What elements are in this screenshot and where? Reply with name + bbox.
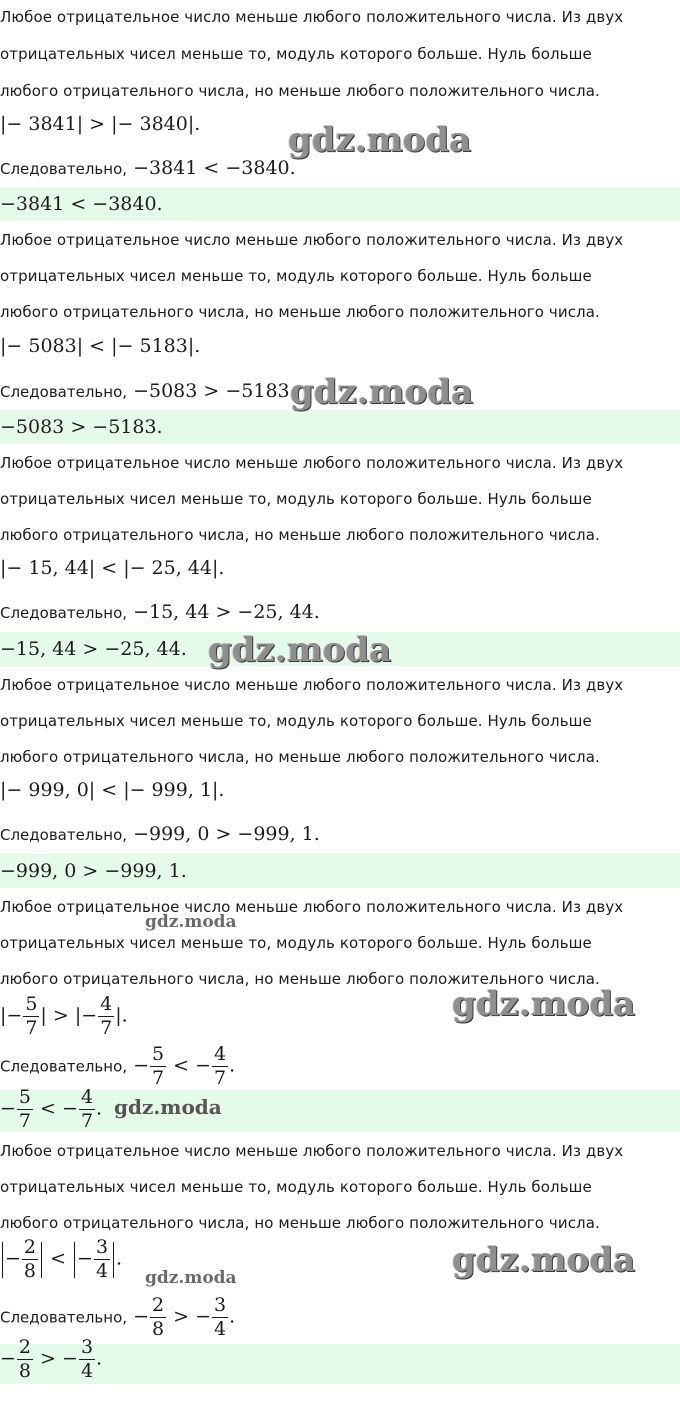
consequence-label: Следовательно, [0, 383, 128, 401]
rule-line-1: Любое отрицательное число меньше любого положительного числа. Из двух [0, 898, 624, 916]
answer-highlight [0, 1086, 680, 1132]
answer-highlight [0, 410, 680, 444]
consequence-math: −3841 < −3840. [127, 157, 296, 179]
consequence-math: −999, 0 > −999, 1. [127, 823, 320, 845]
consequence-label: Следовательно, [0, 1308, 128, 1327]
fraction: $\frac{4}{7}$ [214, 1043, 227, 1089]
rule-line-2: отрицательных чисел меньше то, модуль которого больше. Нуль больше [0, 267, 592, 285]
modulus-comparison: |− 3841| > |− 3840|. [0, 113, 201, 135]
watermark-logo: gdz.moda [145, 912, 237, 932]
fraction: $\frac{3}{4}$ [80, 1336, 94, 1382]
consequence-math: −15, 44 > −25, 44. [127, 601, 320, 623]
consequence-math: −5083 > −5183. [127, 380, 296, 402]
rule-line-1: Любое отрицательное число меньше любого положительного числа. Из двух [0, 454, 624, 472]
fraction: $\frac{3}{4}$ [95, 1236, 109, 1282]
watermark-logo: gdz.moda [114, 1095, 222, 1119]
consequence-line [0, 380, 296, 402]
rule-line-1: Любое отрицательное число меньше любого положительного числа. Из двух [0, 1142, 624, 1160]
answer-text: −5083 > −5183. [0, 416, 163, 438]
rule-line-1: Любое отрицательное число меньше любого положительного числа. Из двух [0, 8, 624, 26]
consequence-line: Следовательно, − $\frac{2}{8}$ > − $\frac{3}{4}$ . [0, 1294, 236, 1340]
rule-line-3: любого отрицательного числа, но меньше любого положительного числа. [0, 303, 600, 321]
consequence-line [0, 601, 320, 623]
answer-text: −3841 < −3840. [0, 193, 163, 215]
watermark-logo: gdz.moda [452, 1240, 636, 1280]
modulus-comparison: − $\frac{2}{8}$ < − $\frac{3}{4}$ . [0, 1238, 122, 1281]
answer-highlight [0, 187, 680, 221]
fraction: $\frac{5}{7}$ [152, 1043, 165, 1089]
fraction: $\frac{5}{7}$ [25, 993, 38, 1039]
answer-text: − $\frac{5}{7}$ < − $\frac{4}{7}$ . [0, 1086, 103, 1132]
consequence-label: Следовательно, [0, 1057, 128, 1076]
watermark-logo: gdz.moda [145, 1268, 237, 1288]
consequence-line [0, 823, 320, 845]
rule-line-2: отрицательных чисел меньше то, модуль которого больше. Нуль больше [0, 712, 592, 730]
rule-line-2: отрицательных чисел меньше то, модуль которого больше. Нуль больше [0, 1178, 592, 1196]
watermark-logo: gdz.moda [288, 120, 472, 160]
consequence-line [0, 157, 296, 179]
rule-line-2: отрицательных чисел меньше то, модуль которого больше. Нуль больше [0, 934, 592, 952]
rule-line-3: любого отрицательного числа, но меньше любого положительного числа. [0, 970, 600, 988]
rule-line-3: любого отрицательного числа, но меньше любого положительного числа. [0, 526, 600, 544]
consequence-line: Следовательно, − $\frac{5}{7}$ < − $\frac{4}{7}$ . [0, 1043, 236, 1089]
consequence-label: Следовательно, [0, 604, 128, 622]
modulus-comparison: |− 999, 0| < |− 999, 1|. [0, 779, 225, 801]
watermark-logo: gdz.moda [452, 984, 636, 1024]
rule-line-3: любого отрицательного числа, но меньше любого положительного числа. [0, 1214, 600, 1232]
modulus-comparison: |− $\frac{5}{7}$ | > |− $\frac{4}{7}$ |. [0, 993, 128, 1039]
rule-line-1: Любое отрицательное число меньше любого положительного числа. Из двух [0, 676, 624, 694]
watermark-logo: gdz.moda [208, 630, 392, 670]
rule-line-3: любого отрицательного числа, но меньше любого положительного числа. [0, 748, 600, 766]
modulus-comparison: |− 15, 44| < |− 25, 44|. [0, 557, 225, 579]
rule-line-3: любого отрицательного числа, но меньше любого положительного числа. [0, 82, 600, 100]
fraction: $\frac{4}{7}$ [100, 993, 113, 1039]
consequence-label: Следовательно, [0, 160, 128, 178]
answer-text: −15, 44 > −25, 44. [0, 638, 187, 660]
rule-line-2: отрицательных чисел меньше то, модуль которого больше. Нуль больше [0, 490, 592, 508]
watermark-logo: gdz.moda [290, 372, 474, 412]
answer-text: −999, 0 > −999, 1. [0, 860, 187, 882]
fraction: $\frac{5}{7}$ [18, 1086, 32, 1132]
fraction: $\frac{2}{8}$ [18, 1336, 32, 1382]
fraction: $\frac{4}{7}$ [80, 1086, 94, 1132]
fraction: $\frac{2}{8}$ [152, 1294, 165, 1340]
answer-highlight [0, 1336, 680, 1384]
rule-line-1: Любое отрицательное число меньше любого положительного числа. Из двух [0, 231, 624, 249]
fraction: $\frac{2}{8}$ [23, 1236, 37, 1282]
answer-text: − $\frac{2}{8}$ > − $\frac{3}{4}$ . [0, 1336, 103, 1382]
answer-highlight [0, 854, 680, 888]
consequence-label: Следовательно, [0, 826, 128, 844]
rule-line-2: отрицательных чисел меньше то, модуль которого больше. Нуль больше [0, 45, 592, 63]
modulus-comparison: |− 5083| < |− 5183|. [0, 335, 201, 357]
fraction: $\frac{3}{4}$ [214, 1294, 227, 1340]
